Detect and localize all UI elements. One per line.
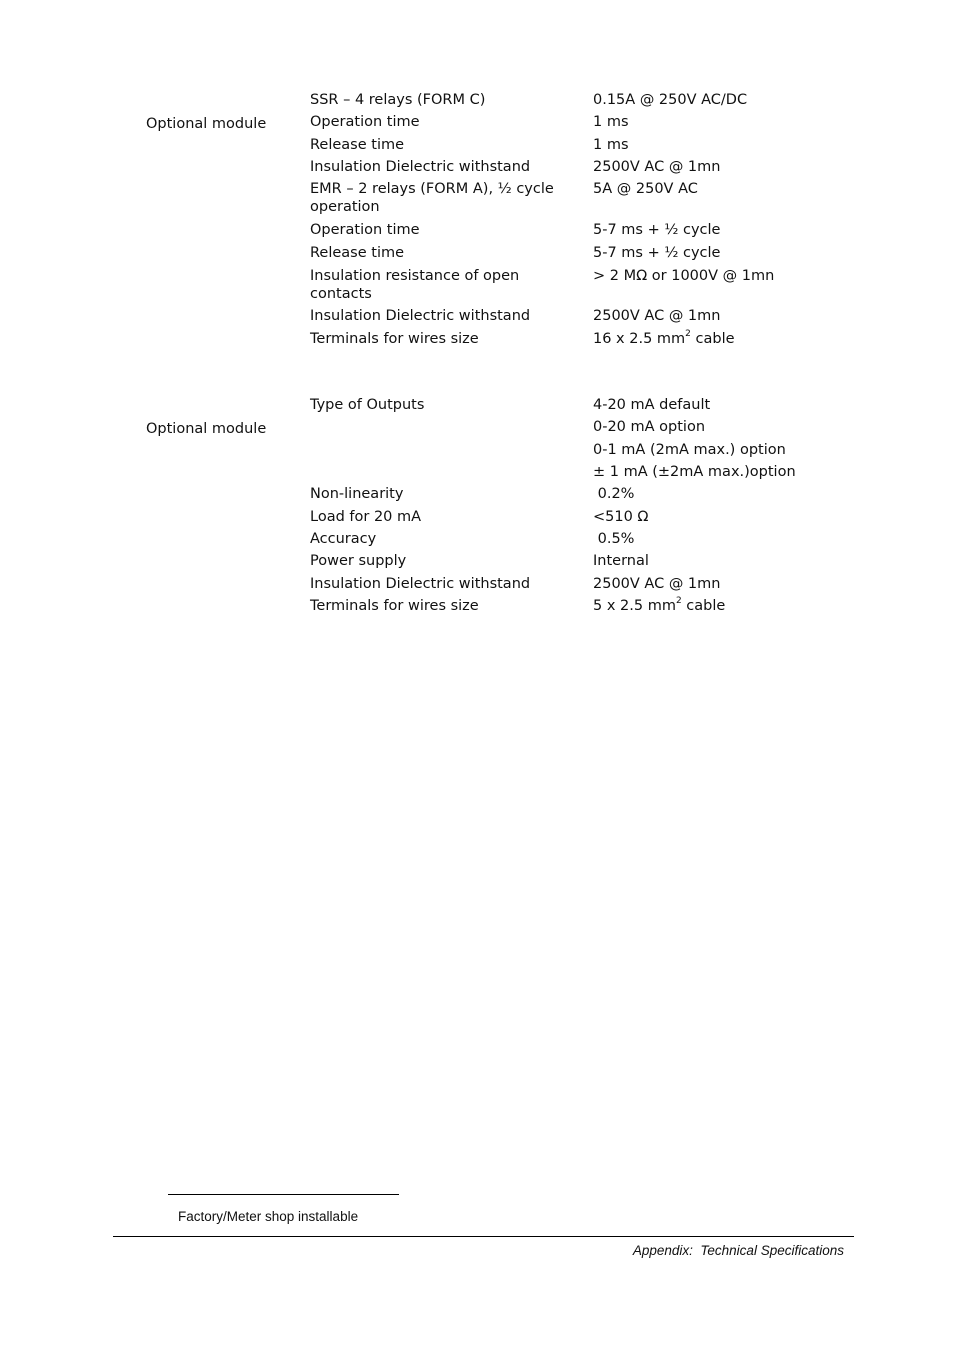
spec-label: Operation time: [310, 114, 420, 130]
spec-label: Terminals for wires size: [310, 331, 479, 347]
spec-label: SSR – 4 relays (FORM C): [310, 92, 486, 108]
spec-label: Load for 20 mA: [310, 509, 422, 525]
spec-value: 5A @ 250V AC: [593, 181, 698, 197]
spec-value-suffix: cable: [690, 331, 735, 347]
spec-value: 0-1 mA (2mA max.) option: [593, 442, 786, 458]
spec-value: Internal: [593, 553, 649, 569]
spec-value: <510 Ω: [593, 509, 649, 525]
spec-value: [593, 597, 893, 615]
analog-module-label: Optional module: [146, 421, 267, 437]
relay-module-label: Optional module: [146, 116, 267, 132]
superscript: 2: [675, 596, 682, 607]
spec-label: Insulation resistance of open contacts: [310, 268, 520, 302]
spec-value: 2500V AC @ 1mn: [593, 576, 721, 592]
spec-label: Non-linearity: [310, 486, 404, 502]
spec-value-base: 5 x 2.5 mm: [593, 598, 676, 614]
spec-value: 0.15A @ 250V AC/DC: [593, 92, 748, 108]
spec-label: Release time: [310, 245, 405, 261]
spec-value: [593, 330, 893, 348]
spec-label: Accuracy: [310, 531, 377, 547]
footer-section-title: Appendix: Technical Specifications: [632, 1243, 844, 1258]
footnote-text: Factory/Meter shop installable: [178, 1209, 359, 1224]
spec-value: 5-7 ms + ½ cycle: [593, 222, 721, 238]
footer-divider: [113, 1236, 854, 1237]
spec-label: Type of Outputs: [310, 397, 425, 413]
spec-value: 0.5%: [593, 531, 635, 547]
spec-label: Release time: [310, 137, 405, 153]
spec-value: > 2 MΩ or 1000V @ 1mn: [593, 268, 775, 284]
spec-label: EMR – 2 relays (FORM A), ½ cycle operation: [310, 181, 554, 215]
spec-label: Insulation Dielectric withstand: [310, 159, 531, 175]
spec-value: 0-20 mA option: [593, 419, 706, 435]
spec-label: Terminals for wires size: [310, 598, 479, 614]
spec-value: ± 1 mA (±2mA max.)option: [593, 464, 796, 480]
spec-value-suffix: cable: [681, 598, 726, 614]
spec-value: 2500V AC @ 1mn: [593, 308, 721, 324]
footnote-separator: [168, 1194, 399, 1195]
spec-value: 4-20 mA default: [593, 397, 711, 413]
spec-value: 2500V AC @ 1mn: [593, 159, 721, 175]
spec-value: 0.2%: [593, 486, 635, 502]
spec-value: 1 ms: [593, 114, 629, 130]
spec-label: Operation time: [310, 222, 420, 238]
superscript: 2: [685, 329, 691, 340]
spec-label: Power supply: [310, 553, 407, 569]
spec-label: Insulation Dielectric withstand: [310, 576, 531, 592]
spec-value-base: 16 x 2.5 mm: [593, 331, 686, 347]
spec-value: 1 ms: [593, 137, 629, 153]
spec-value: 5-7 ms + ½ cycle: [593, 245, 721, 261]
spec-label: Insulation Dielectric withstand: [310, 308, 531, 324]
